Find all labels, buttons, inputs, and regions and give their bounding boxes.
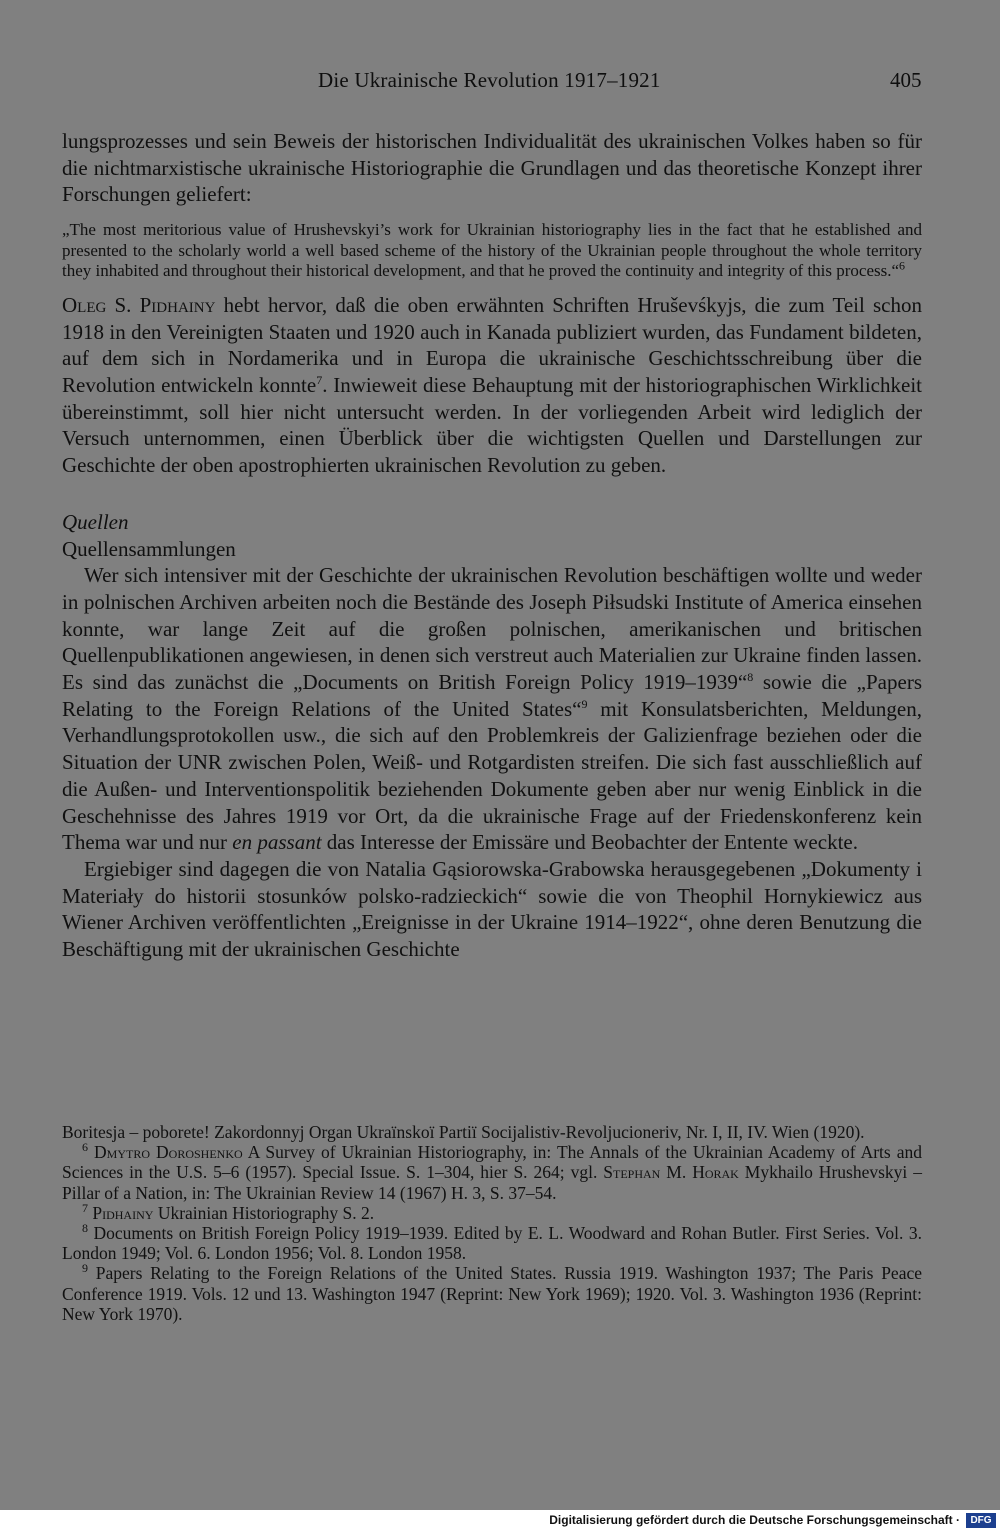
paragraph-4: Ergiebiger sind dagegen die von Natalia Gąsiorowska-Grabowska herausgegebenen „Dokumenty i Materiały do historii stosunków polsko-radzieckich“ sowie die von Theophil Hornykiewicz aus Wiener Archiven veröffentlichten „Ereignisse in der Ukraine 1914–1922“, ohne deren Benutzung die Beschäftigung mit der ukrainischen Geschichte xyxy=(62,856,922,962)
footnote-8: $^8$ Documents on British Foreign Policy 1919–1939. Edited by E. L. Woodward and Rohan Butler. First Series. Vol. 3. London 1949; Vol. 6. London 1956; Vol. 8. London 1958. xyxy=(62,1221,922,1264)
footnote-9: $^9$ Papers Relating to the Foreign Relations of the United States. Russia 1919. Washington 1937; The Paris Peace Conference 1919. Vols. 12 und 13. Washington 1947 (Reprint: New York 1969); 1920. Vol. 3. Washington 1936 (Reprint: New York 1970). xyxy=(62,1261,922,1324)
dfg-logo-icon: DFG xyxy=(966,1513,996,1528)
digitization-credit: Digitalisierung gefördert durch die Deutsche Forschungsgemeinschaft · xyxy=(549,1513,960,1527)
running-title: Die Ukrainische Revolution 1917–1921 xyxy=(318,68,661,92)
italic-en-passant: en passant xyxy=(232,830,322,855)
footnote-ref-7: 7 xyxy=(316,373,323,387)
page-number: 405 xyxy=(890,68,922,92)
footnote-ref-6: 6 xyxy=(899,258,906,273)
paragraph-2 xyxy=(62,292,922,479)
footnote-6: $^6$ Dmytro Doroshenko A Survey of Ukrainian Historiography, in: The Annals of the Ukrainian Academy of Arts and Sciences in the U.S. 5–6 (1957). Special Issue. S. 1–304, hier S. 264; vgl. Stephan M. Horak Mykhailo Hrushevskyi – Pillar of a Nation, in: The Ukrainian Review 14 (1967) H. 3, S. 37–54. xyxy=(62,1140,923,1203)
footnote-continued: Boritesja – poborete! Zakordonnyj Organ Ukraïnskoï Partiï Socijalistiv-Revoljucioneriv, Nr. I, II, IV. Wien (1920). xyxy=(62,1122,865,1142)
block-quote xyxy=(62,220,922,282)
footnotes xyxy=(62,1122,922,1324)
section-heading-quellen: Quellen xyxy=(62,509,129,534)
quote-text: „The most meritorious value of Hrushevskyi’s work for Ukrainian historiography lies in the fact that he established and presented to the scholarly world a well based scheme of the history of the Ukrainian people throughout the whole territory they inhabited and throughout their historical development, and that he proved the continuity and integrity of this process.“ xyxy=(62,220,922,281)
footnote-ref-8: 8 xyxy=(747,670,754,685)
paragraph-2-text-cont: . Inwieweit diese Behauptung mit der historiographischen Wirklichkeit übereinstimmt, soll hier nicht untersucht werden. In der vorliegenden Arbeit wird lediglich der Versuch unternommen, einen Überblick über die wichtigsten Quellen und Darstellungen zur Geschichte der oben apostrophierten ukrainischen Revolution zu geben. xyxy=(62,373,922,478)
author-name-pidhainy: Oleg S. Pidhainy xyxy=(62,292,216,317)
subsection-heading-quellensammlungen: Quellensammlungen xyxy=(62,536,236,561)
footnote-ref-9: 9 xyxy=(581,696,588,711)
footnote-7: $^7$ Pidhainy Ukrainian Historiography S. 2. xyxy=(82,1200,375,1223)
paragraph-3: Wer sich intensiver mit der Geschichte der ukrainischen Revolution beschäftigen wollte und weder in polnischen Archiven arbeiten noch die Bestände des Joseph Piłsudski Institute of America einsehen konnte, war lange Zeit auf die großen polnischen, amerikanischen und britischen Quellenpublikationen angewiesen, in denen sich verstreut auch Materialien zur Ukraine finden lassen. Es sind das zunächst die „Documents on British Foreign Policy 1919–1939“$^8$ sowie die „Papers Relating to the Foreign Relations of the United States“$^9$ mit Konsulatsberichten, Meldungen, Verhandlungsprotokollen usw., die sich auf den Problemkreis der Galizienfrage beziehen oder die Situation der UNR zwischen Polen, Weiß- und Rotgardisten streifen. Die sich fast ausschließlich auf die Außen- und Interventionspolitik beziehenden Dokumente geben aber nur wenig Einblick in die Geschehnisse des Jahres 1919 vor Ort, da die ukrainische Frage auf der Friedenskonferenz kein Thema war und nur en passant das Interesse der Emissäre und Beobachter der Entente weckte. xyxy=(62,563,922,855)
paragraph-1: lungsprozesses und sein Beweis der historischen Individualität des ukrainischen Volkes haben so für die nichtmarxistische ukrainische Historiographie die Grundlagen und das theoretische Konzept ihrer Forschungen geliefert: xyxy=(62,129,922,207)
paragraph-2-text: hebt hervor, daß die oben erwähnten Schriften Hruševśkyjs, die zum Teil schon 1918 in den Vereinigten Staaten und 1920 auch in Kanada publiziert wurden, das Fundament bildeten, auf dem sich in Nordamerika und in Europa die ukrainische Geschichtsschreibung über die Revolution entwickeln konnte xyxy=(62,292,922,397)
main-text xyxy=(62,128,922,963)
digitization-credit-bar xyxy=(0,1510,1000,1532)
